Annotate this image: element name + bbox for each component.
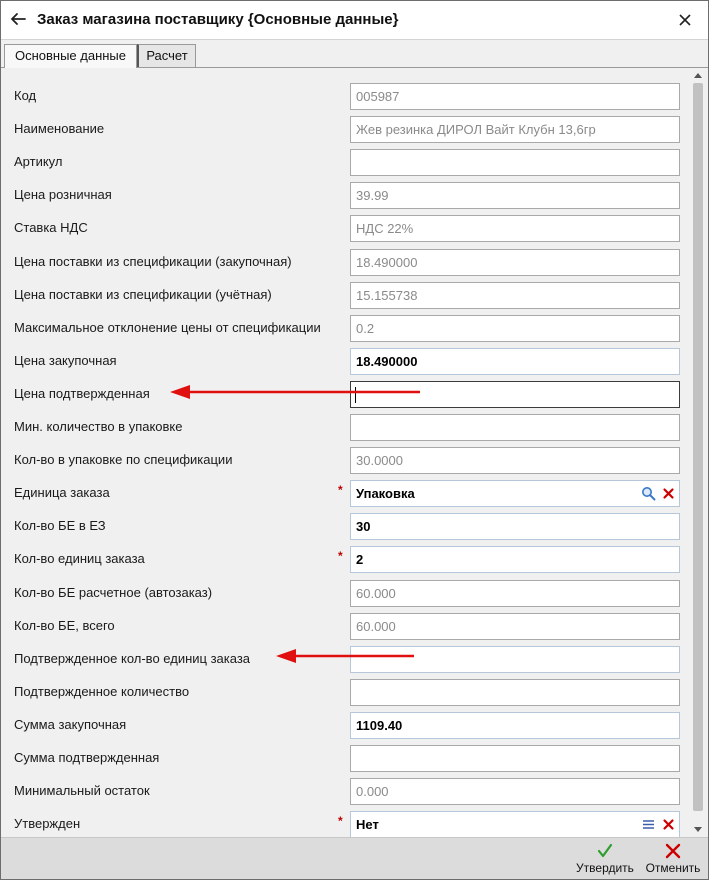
field-label: Утвержден <box>14 816 81 832</box>
close-icon[interactable] <box>677 12 693 28</box>
form-row <box>2 807 690 840</box>
form-row <box>2 112 690 145</box>
field-label: Артикул <box>14 154 63 170</box>
form-row <box>2 542 690 575</box>
tab-calculation[interactable]: Расчет <box>137 44 196 67</box>
cancel-button[interactable] <box>641 840 705 878</box>
field-label: Максимальное отклонение цены от спецификации <box>14 319 321 335</box>
field-label: Цена подтвержденная <box>14 385 150 401</box>
cross-icon <box>664 842 682 860</box>
approve-label: Утвердить <box>576 861 634 875</box>
field-input-0[interactable] <box>350 83 680 110</box>
field-value: 0.2 <box>356 320 375 336</box>
required-marker: * <box>338 483 343 498</box>
field-input-11[interactable] <box>350 447 680 474</box>
form-row <box>2 377 690 410</box>
form-row <box>2 311 690 344</box>
field-input-1[interactable] <box>350 116 680 143</box>
field-label: Код <box>14 88 37 103</box>
required-marker: * <box>338 814 343 829</box>
cancel-label: Отменить <box>645 861 701 875</box>
field-label: Единица заказа <box>14 485 110 501</box>
field-label: Ставка НДС <box>14 220 88 236</box>
form-row <box>2 410 690 443</box>
field-label: Сумма подтвержденная <box>14 750 160 765</box>
form-row <box>2 79 690 112</box>
required-marker: * <box>338 549 343 564</box>
field-value: 30 <box>356 519 371 535</box>
form-row <box>2 211 690 244</box>
clear-icon[interactable] <box>661 486 676 501</box>
field-value: Нет <box>356 817 379 833</box>
field-input-8[interactable] <box>350 348 680 375</box>
tab-bar <box>1 40 708 68</box>
field-label: Кол-во БЕ, всего <box>14 617 115 633</box>
scrollbar-thumb[interactable] <box>693 83 703 811</box>
field-value: 15.155738 <box>356 287 418 303</box>
text-caret <box>355 387 356 403</box>
field-label: Подтвержденное кол-во единиц заказа <box>14 650 251 666</box>
field-input-16[interactable] <box>350 613 680 640</box>
form-row <box>2 344 690 377</box>
field-value: 30.0000 <box>356 453 403 469</box>
field-label: Цена розничная <box>14 187 112 203</box>
field-value: 005987 <box>356 89 400 104</box>
form-row <box>2 509 690 542</box>
field-input-17[interactable] <box>350 646 680 673</box>
field-label: Мин. количество в упаковке <box>14 419 183 434</box>
form-row <box>2 178 690 211</box>
field-label: Кол-во в упаковке по спецификации <box>14 452 233 468</box>
field-value: 1109.40 <box>356 717 403 733</box>
field-value: Упаковка <box>356 486 415 502</box>
back-arrow-icon[interactable] <box>9 10 27 28</box>
form-row <box>2 576 690 609</box>
field-value: 0.000 <box>356 784 389 800</box>
title-bar <box>1 1 708 40</box>
form-row <box>2 443 690 476</box>
field-label: Кол-во БЕ в ЕЗ <box>14 518 106 534</box>
field-value: Жев резинка ДИРОЛ Вайт Клубн 13,6гр <box>356 122 596 138</box>
form-row <box>2 278 690 311</box>
field-input-14[interactable] <box>350 546 680 573</box>
field-input-20[interactable] <box>350 745 680 772</box>
field-input-13[interactable] <box>350 513 680 540</box>
field-input-9[interactable] <box>350 381 680 408</box>
field-value: 60.000 <box>356 618 396 634</box>
field-label: Цена закупочная <box>14 352 117 368</box>
field-input-10[interactable] <box>350 414 680 441</box>
field-label: Цена поставки из спецификации (закупочная) <box>14 253 292 269</box>
field-label: Кол-во БЕ расчетное (автозаказ) <box>14 584 213 600</box>
search-icon[interactable] <box>641 486 656 501</box>
form-row <box>2 609 690 642</box>
checkmark-icon <box>596 842 614 860</box>
vertical-scrollbar[interactable] <box>690 69 707 837</box>
approve-button[interactable] <box>572 840 638 878</box>
scroll-down-arrow-icon[interactable] <box>694 827 702 832</box>
field-label: Кол-во единиц заказа <box>14 551 145 567</box>
field-input-19[interactable] <box>350 712 680 739</box>
field-input-21[interactable] <box>350 778 680 805</box>
form-row <box>2 741 690 774</box>
field-input-5[interactable] <box>350 249 680 276</box>
field-input-15[interactable] <box>350 580 680 607</box>
field-value: 18.490000 <box>356 254 418 270</box>
field-value: 39.99 <box>356 188 389 204</box>
field-input-12[interactable] <box>350 480 680 507</box>
field-input-22[interactable] <box>350 811 680 838</box>
field-input-6[interactable] <box>350 282 680 309</box>
window-title: Заказ магазина поставщику {Основные данные} <box>37 11 399 28</box>
field-label: Наименование <box>14 121 105 137</box>
clear-icon[interactable] <box>661 817 676 832</box>
form-row <box>2 774 690 807</box>
form-row <box>2 145 690 178</box>
form-row <box>2 708 690 741</box>
form-row <box>2 642 690 675</box>
field-input-4[interactable] <box>350 215 680 242</box>
field-input-3[interactable] <box>350 182 680 209</box>
field-input-2[interactable] <box>350 149 680 176</box>
footer-toolbar <box>1 837 708 880</box>
field-value: 60.000 <box>356 585 396 601</box>
form-row <box>2 476 690 509</box>
field-label: Минимальный остаток <box>14 783 150 799</box>
form-panel <box>2 69 690 837</box>
form-row <box>2 245 690 278</box>
field-value: НДС 22% <box>356 221 414 237</box>
form-row <box>2 675 690 708</box>
field-label: Цена поставки из спецификации (учётная) <box>14 286 272 302</box>
field-input-18[interactable] <box>350 679 680 706</box>
list-icon[interactable] <box>641 817 656 832</box>
field-value: 2 <box>356 552 364 568</box>
field-input-7[interactable] <box>350 315 680 342</box>
field-value: 18.490000 <box>356 353 418 369</box>
field-label: Подтвержденное количество <box>14 683 190 699</box>
scroll-up-arrow-icon[interactable] <box>694 73 702 78</box>
field-label: Сумма закупочная <box>14 716 127 732</box>
tab-main-data[interactable]: Основные данные <box>4 44 137 68</box>
